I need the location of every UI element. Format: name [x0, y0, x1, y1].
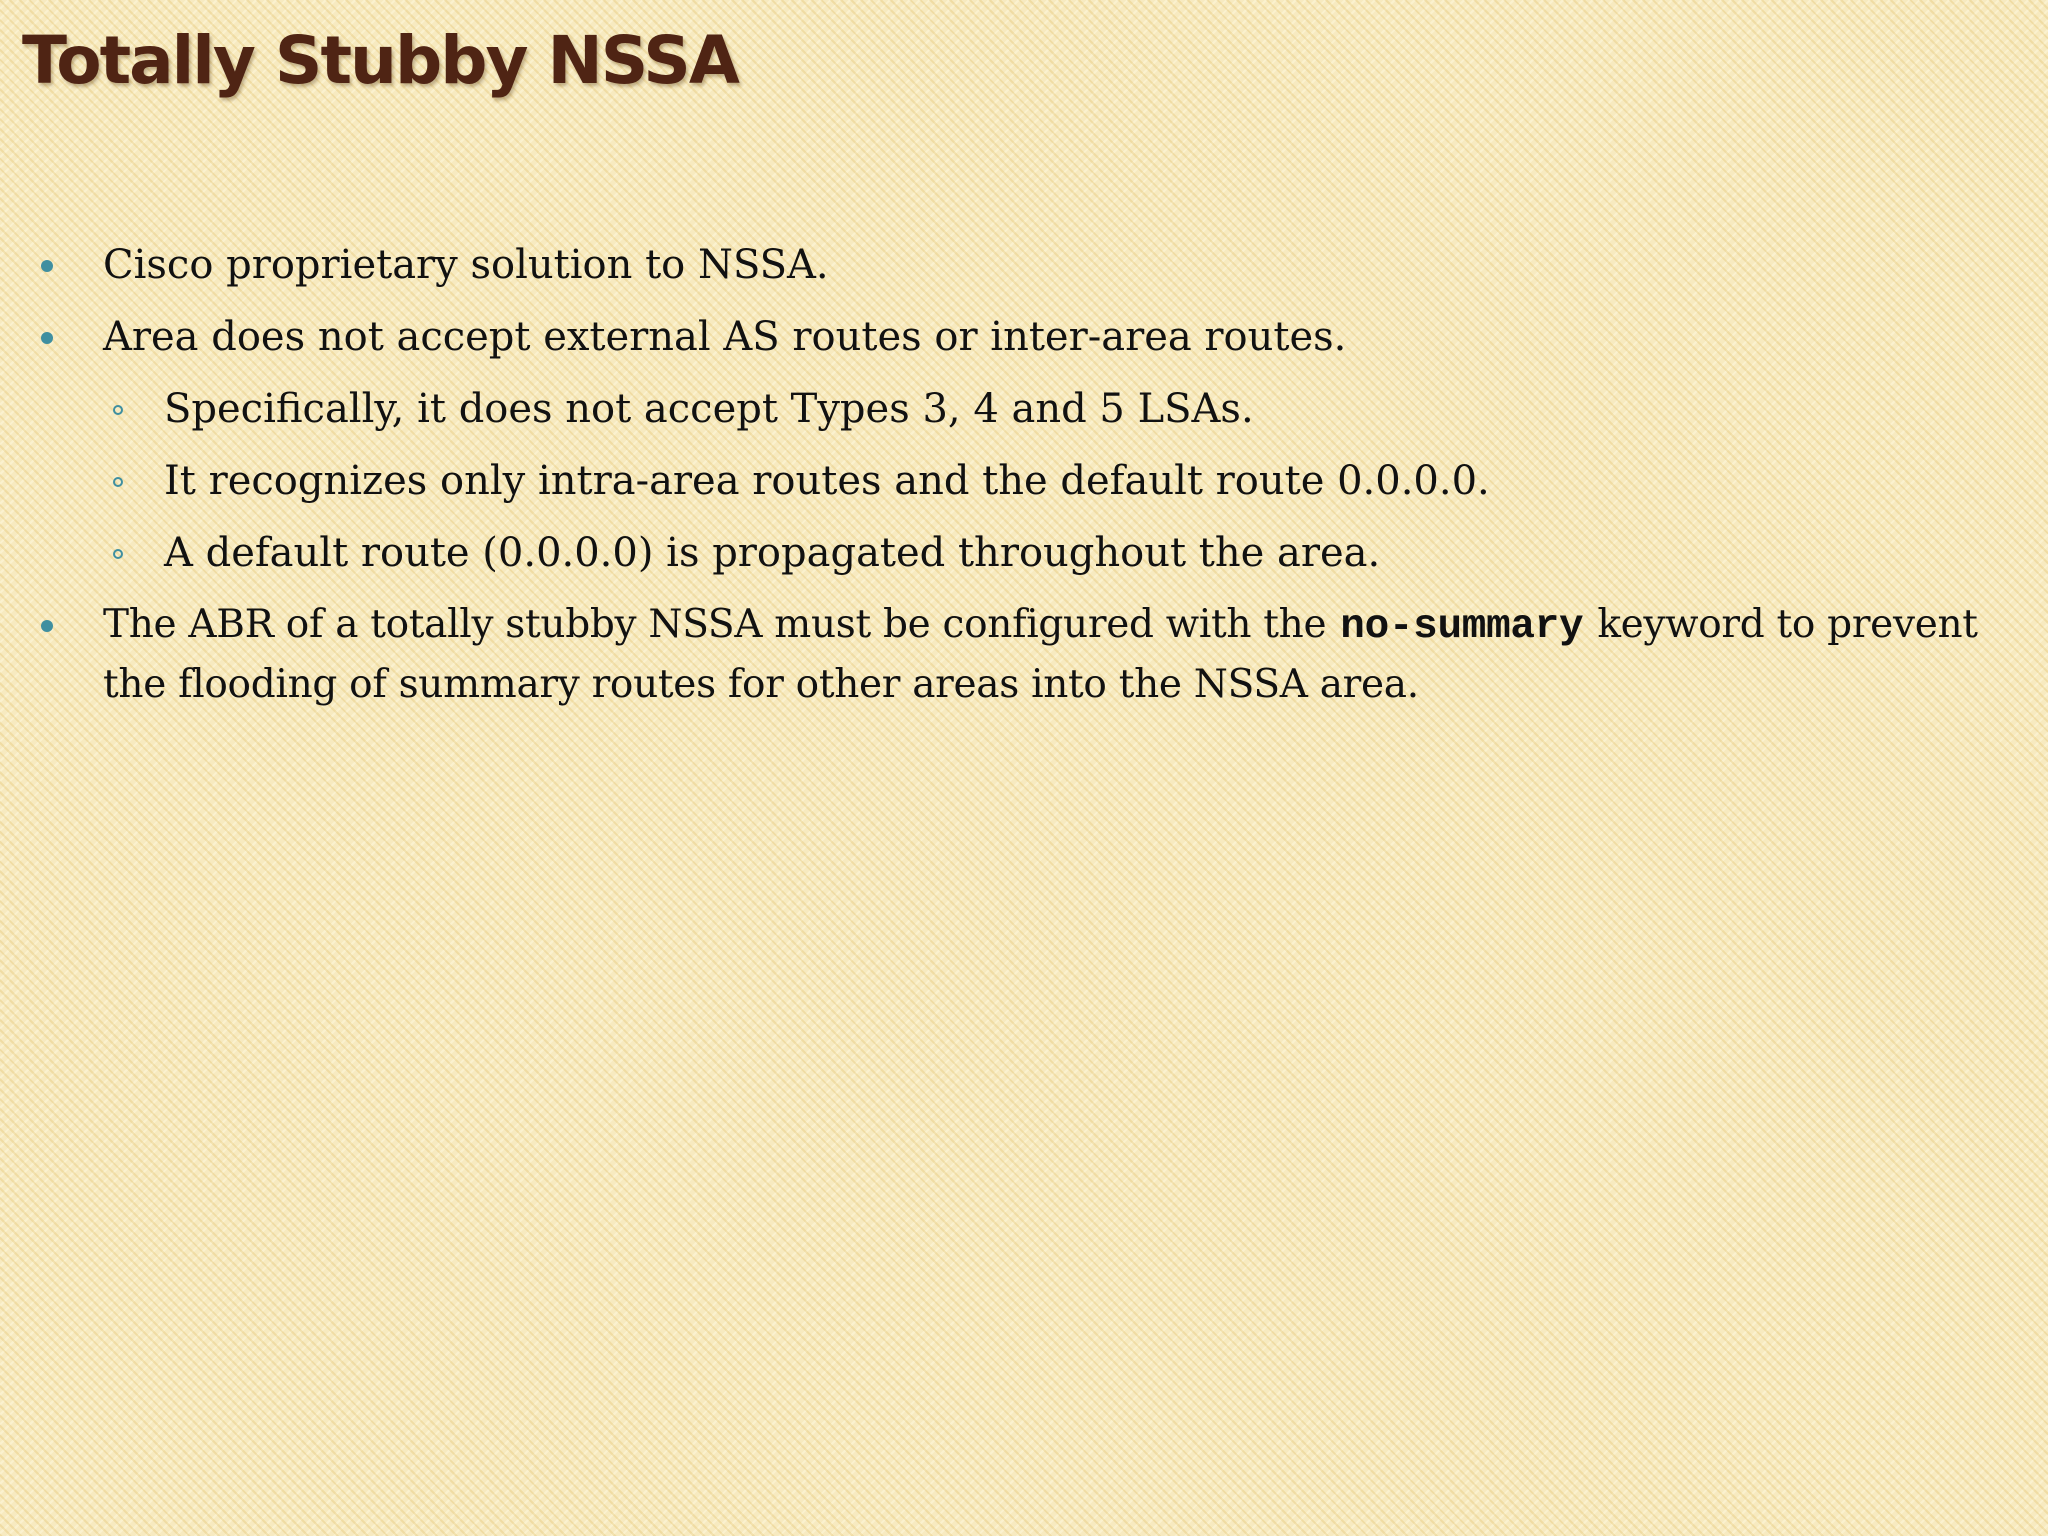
bullet-text: Cisco proprietary solution to NSSA.	[103, 242, 829, 288]
sub-bullet-ring-icon	[113, 477, 123, 487]
sub-bullet-text: Specifically, it does not accept Types 3, 4 and 5 LSAs.	[164, 386, 1254, 432]
sub-bullet-text: It recognizes only intra-area routes and the default route 0.0.0.0.	[164, 458, 1490, 504]
sub-bullet-item	[0, 452, 2048, 510]
slide-title: Totally Stubby NSSA	[22, 22, 738, 99]
bullet-dot-icon	[41, 620, 53, 632]
bullet-dot-icon	[41, 260, 53, 272]
sub-bullet-ring-icon	[113, 405, 123, 415]
bullet-text-after: keyword to prevent the flooding of summary routes for other areas into the NSSA area.	[103, 602, 1978, 707]
bullet-item	[0, 596, 2048, 714]
sub-bullet-item	[0, 380, 2048, 438]
keyword-no-summary: no-summary	[1340, 604, 1584, 650]
bullet-item	[0, 308, 2048, 366]
sub-bullet-item	[0, 524, 2048, 582]
bullet-item	[0, 236, 2048, 294]
bullet-dot-icon	[41, 332, 53, 344]
sub-bullet-ring-icon	[113, 549, 123, 559]
sub-bullet-text: A default route (0.0.0.0) is propagated throughout the area.	[164, 530, 1381, 576]
bullet-list	[0, 236, 2048, 728]
bullet-text: Area does not accept external AS routes or inter-area routes.	[103, 314, 1347, 360]
bullet-text-before: The ABR of a totally stubby NSSA must be configured with the	[103, 602, 1327, 647]
